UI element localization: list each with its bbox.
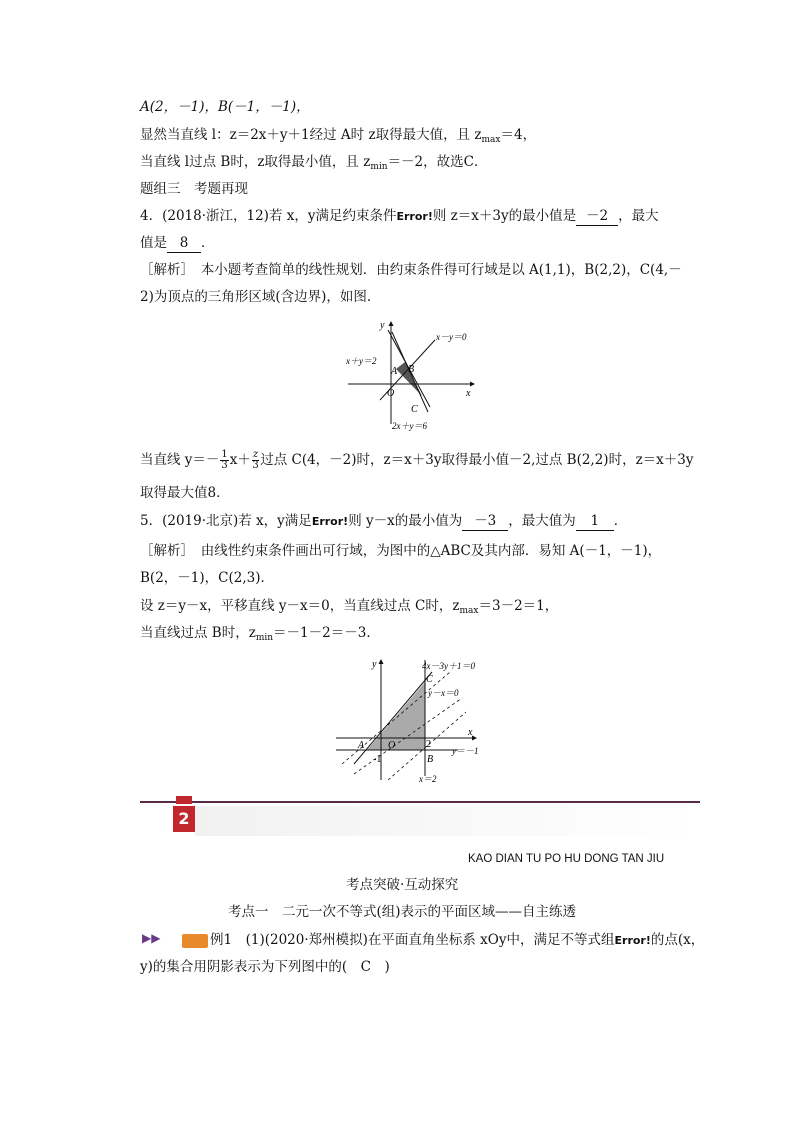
question-4-cont: 值是 8 ． xyxy=(140,235,215,251)
figure-2 xyxy=(332,652,482,786)
arrow-marker-icon: ▶▶ xyxy=(142,931,161,945)
group-title: 题组三 考题再现 xyxy=(140,181,248,197)
analysis-5-min: 当直线过点 B时，$z_{min}=-1-2=-3$． xyxy=(140,625,380,643)
y-axis-arrow xyxy=(379,659,384,664)
section-number: 2 xyxy=(173,806,195,832)
fig1-x-label: x xyxy=(466,388,471,399)
x-axis-arrow xyxy=(470,382,475,387)
example-1: 例1 (1)(2020·郑州模拟)在平面直角坐标系 xOy中，满足不等式组Error!的点(x， xyxy=(210,932,705,948)
section-pinyin: KAO DIAN TU PO HU DONG TAN JIU xyxy=(468,853,665,865)
y-axis-arrow xyxy=(389,321,394,326)
fig2-point-b: B xyxy=(427,754,434,765)
fig1-line-label-2: x＋y＝2 xyxy=(346,356,377,366)
section-banner xyxy=(195,806,700,836)
fig1-origin-label: O xyxy=(387,388,395,399)
fig2-line-label-3: y＝－1 xyxy=(452,746,479,756)
fig2-point-c: C xyxy=(426,674,433,685)
fig2-x-label: x xyxy=(468,727,473,738)
analysis-5-cont: B(2，－1)，C(2,3)． xyxy=(140,570,274,586)
solution-line-min: 当直线 l过点 B时，z取得最小值，且 $z_{min}=-2$，故选C． xyxy=(140,154,488,172)
analysis-5: ［解析］ 由线性约束条件画出可行域，为图中的△ABC及其内部．易知 A(－1，－1)， xyxy=(140,543,662,559)
topic-heading: 考点一 二元一次不等式(组)表示的平面区域——自主练透 xyxy=(228,904,577,920)
question-4: 4．(2018·浙江，12)若 x，y满足约束条件Error!则 z＝x＋3y的最小值是 －2 ，最大 xyxy=(140,208,659,224)
section-tab xyxy=(176,796,192,804)
fig2-line-label-4: x＝2 xyxy=(419,774,437,784)
fig2-tick-two: 2 xyxy=(426,739,431,750)
fig1-line-label-3: 2x＋y＝6 xyxy=(392,421,427,431)
fig2-y-label: y xyxy=(372,659,377,670)
fig1-point-b: B xyxy=(408,364,415,375)
analysis-4: ［解析］ 本小题考查简单的线性规划．由约束条件得可行域是以 A(1,1)，B(2,2)，C(4,－ xyxy=(140,262,682,278)
example-1-cont: y)的集合用阴影表示为下列图中的( C ) xyxy=(140,959,390,975)
fig1-point-a: A xyxy=(391,366,398,377)
solution-line-max: 显然当直线 l：z＝2x＋y＋1经过 A时 z取得最大值，且 $z_{max}=4$， xyxy=(140,127,537,145)
section-divider xyxy=(140,801,700,803)
fig1-point-c: C xyxy=(411,404,418,415)
example-marker-icon xyxy=(182,934,208,948)
feasible-region-2 xyxy=(367,682,425,750)
x-axis-arrow xyxy=(472,736,477,741)
fig1-y-label: y xyxy=(380,320,385,331)
fig2-origin-label: O xyxy=(388,740,396,751)
fig1-line-label-1: x－y＝0 xyxy=(436,332,467,342)
fig2-point-a: A xyxy=(358,740,365,751)
fig2-line-label-2: y－x＝0 xyxy=(428,688,459,698)
analysis-4-cont: 2)为顶点的三角形区域(含边界)，如图． xyxy=(140,289,381,305)
solution-line-points: A(2，－1)，B(－1，－1)， xyxy=(140,99,310,115)
analysis-4-result-cont: 取得最大值8． xyxy=(140,485,230,501)
fig2-tick-neg1-x: -1 xyxy=(373,754,382,765)
analysis-4-result: 当直线 y＝－ $\frac{1}{3}$ x＋ $\frac{z}{3}$ 过点 C(4，－2)时，z＝x＋3y取得最小值－2,过点 B(2,2)时，z＝x＋3y xyxy=(140,449,694,471)
figure-1 xyxy=(340,312,480,436)
fig2-line-label-1: 4x－3y＋1＝0 xyxy=(422,661,475,671)
analysis-5-max: 设 z＝y－x，平移直线 y－x＝0，当直线过点 C时，$z_{max}=3-2=1$， xyxy=(140,598,559,616)
question-5: 5．(2019·北京)若 x，y满足Error!则 y－x的最小值为 －3 ，最大值为 1 ． xyxy=(140,513,628,529)
section-title: 考点突破·互动探究 xyxy=(346,877,459,893)
